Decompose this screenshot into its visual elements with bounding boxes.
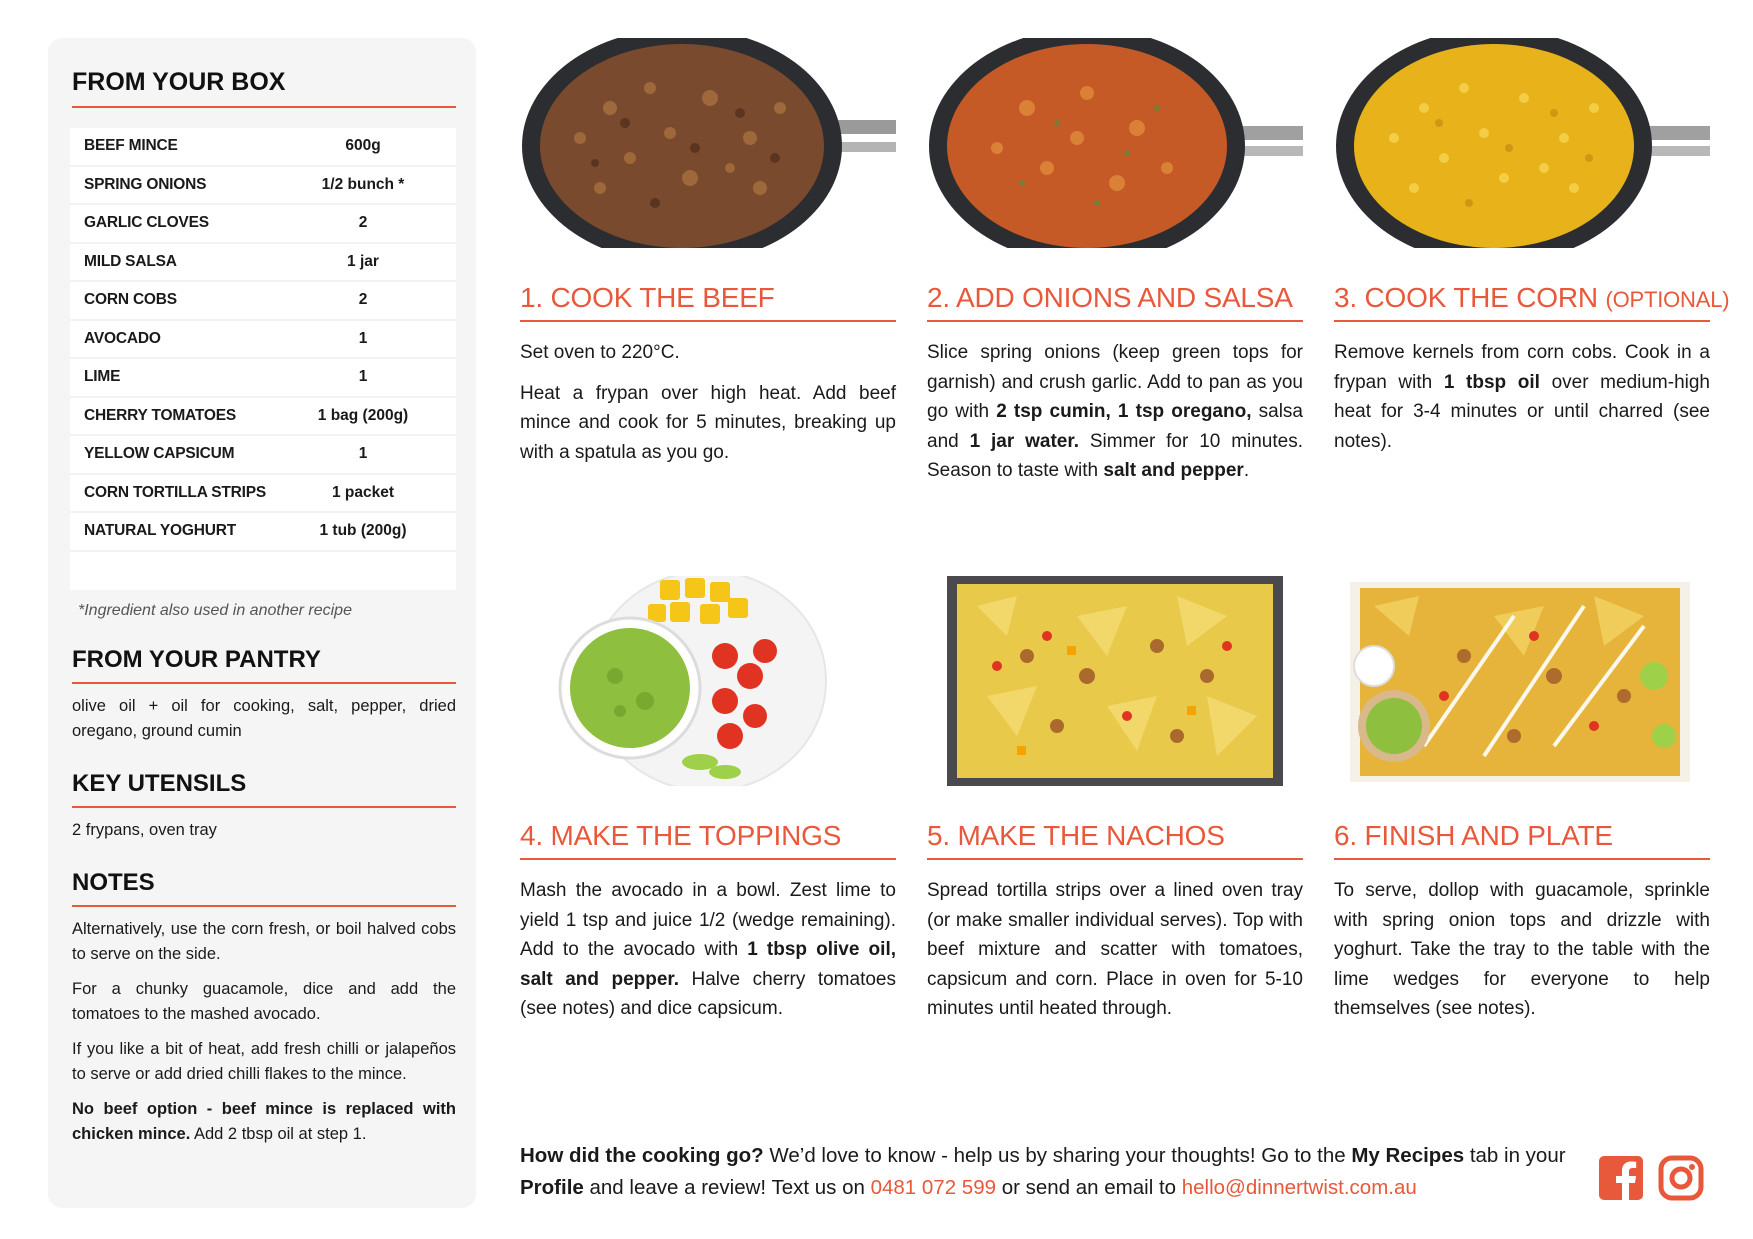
- ingredients-table: [70, 128, 456, 590]
- step-5-text: [927, 876, 1303, 1024]
- pantry-heading: FROM YOUR PANTRY: [72, 646, 456, 684]
- profile-link[interactable]: Profile: [520, 1176, 584, 1199]
- step-1-text: [520, 338, 896, 467]
- no-beef-option: No beef option - beef mince is replaced with chicken mince.: [72, 1099, 456, 1143]
- ingredient-qty: 1: [358, 329, 368, 347]
- step-1-para: Set oven to 220°C.: [520, 342, 680, 363]
- step-4-title: 4. MAKE THE TOPPINGS: [520, 820, 896, 860]
- ingredient-row: [70, 167, 456, 206]
- note-item: Alternatively, use the corn fresh, or boil halved cobs to serve on the side.: [72, 919, 456, 963]
- step-4: [520, 576, 896, 1024]
- step-4-photo: [520, 576, 896, 786]
- step-5-title: 5. MAKE THE NACHOS: [927, 820, 1303, 860]
- ingredient-qty: 600g: [345, 137, 381, 155]
- step-6: [1334, 576, 1710, 1024]
- ingredient-name: BEEF MINCE: [84, 137, 178, 155]
- step-3-text: [1334, 338, 1710, 456]
- optional-label: (OPTIONAL): [1605, 287, 1730, 312]
- step-4-text: [520, 876, 896, 1024]
- pantry-text: olive oil + oil for cooking, salt, pepper, dried oregano, ground cumin: [72, 696, 456, 740]
- ingredient-qty: 1 bag (200g): [317, 406, 409, 424]
- ingredient-name: CORN TORTILLA STRIPS: [84, 483, 267, 501]
- ingredient-name: LIME: [84, 368, 121, 386]
- ingredient-qty: 1 jar: [347, 252, 379, 270]
- ingredient-row: [70, 359, 456, 398]
- ingredient-row: [70, 205, 456, 244]
- step-6-text: [1334, 876, 1710, 1024]
- social-links: [1598, 1155, 1704, 1201]
- ingredient-qty: 2: [358, 291, 368, 309]
- step-5-photo: [927, 576, 1303, 786]
- step-1-para: Heat a frypan over high heat. Add beef mince and cook for 5 minutes, breaking up with a spatula as you go.: [520, 382, 896, 463]
- utensils-text: 2 frypans, oven tray: [72, 820, 217, 839]
- ingredient-name: AVOCADO: [84, 329, 161, 347]
- ingredient-row: [70, 128, 456, 167]
- note-item: If you like a bit of heat, add fresh chilli or jalapeños to serve or add dried chilli flakes to the mince.: [72, 1039, 456, 1083]
- table-spacer: [70, 552, 456, 590]
- ingredient-row: [70, 321, 456, 360]
- ingredient-qty: 1: [358, 445, 368, 463]
- ingredient-qty: 1 packet: [331, 483, 395, 501]
- pantry-section: [70, 646, 454, 744]
- step-1-title: 1. COOK THE BEEF: [520, 282, 896, 322]
- ingredient-name: GARLIC CLOVES: [84, 214, 209, 232]
- step-2-para: Slice spring onions (keep green tops for garnish) and crush garlic. Add to pan as you go with 2 tsp cumin, 1 tsp oregano, salsa and 1 jar water. Simmer for 10 minutes. Season to taste with salt and pepper.: [927, 342, 1304, 481]
- step-3-photo: [1334, 38, 1710, 248]
- step-3-title: 3. COOK THE CORN (OPTIONAL): [1334, 282, 1710, 322]
- step-2-photo: [927, 38, 1303, 248]
- ingredient-footnote: *Ingredient also used in another recipe: [78, 601, 352, 619]
- notes-section: [70, 869, 454, 1147]
- instagram-icon[interactable]: [1658, 1155, 1704, 1201]
- ingredient-row: [70, 513, 456, 552]
- ingredient-qty: 1 tub (200g): [319, 522, 407, 540]
- my-recipes-link[interactable]: My Recipes: [1351, 1144, 1465, 1167]
- ingredient-name: MILD SALSA: [84, 252, 177, 270]
- step-2-title: 2. ADD ONIONS AND SALSA: [927, 282, 1303, 322]
- step-3: [1334, 38, 1730, 456]
- step-2: [927, 38, 1303, 486]
- ingredient-name: YELLOW CAPSICUM: [84, 445, 235, 463]
- step-3-para: Remove kernels from corn cobs. Cook in a frypan with 1 tbsp oil over medium-high heat for 3-4 minutes or until charred (see notes).: [1334, 342, 1710, 452]
- phone-link[interactable]: 0481 072 599: [870, 1176, 996, 1199]
- utensils-heading: KEY UTENSILS: [72, 770, 456, 808]
- ingredient-qty: 1: [358, 368, 368, 386]
- ingredient-name: SPRING ONIONS: [84, 175, 207, 193]
- notes-heading: NOTES: [72, 869, 456, 907]
- ingredient-qty: 1/2 bunch *: [321, 175, 405, 193]
- ingredient-row: [70, 398, 456, 437]
- feedback-question: How did the cooking go?: [520, 1144, 764, 1167]
- ingredient-name: CHERRY TOMATOES: [84, 406, 237, 424]
- no-beef-extra: Add 2 tbsp oil at step 1.: [190, 1124, 367, 1143]
- facebook-icon[interactable]: [1598, 1155, 1644, 1201]
- note-item: [72, 1097, 456, 1147]
- step-5: [927, 576, 1303, 1024]
- ingredient-qty: 2: [358, 214, 368, 232]
- email-link[interactable]: hello@dinnertwist.com.au: [1181, 1176, 1417, 1199]
- ingredients-sidebar: [48, 38, 476, 1208]
- feedback-footer: How did the cooking go? We’d love to know - help us by sharing your thoughts! Go to the My Recipes tab in your Profile and leave a review! Text us on 0481 072 599 or send an email to hello@dinnertwist.com.au: [520, 1144, 1566, 1199]
- step-1: [520, 38, 896, 467]
- utensils-section: [70, 770, 454, 843]
- ingredient-name: CORN COBS: [84, 291, 177, 309]
- step-5-para: Spread tortilla strips over a lined oven tray (or make smaller individual serves). Top with beef mixture and scatter with tomatoes, capsicum and corn. Place in oven for 5-10 minutes until heated through.: [927, 880, 1303, 1019]
- step-4-para: Mash the avocado in a bowl. Zest lime to yield 1 tsp and juice 1/2 (wedge remaining). Add to the avocado with 1 tbsp olive oil, salt and pepper. Halve cherry tomatoes (see notes) and dice capsicum.: [520, 880, 896, 1019]
- step-6-photo: [1334, 576, 1710, 786]
- ingredient-row: [70, 282, 456, 321]
- ingredient-row: [70, 436, 456, 475]
- ingredient-row: [70, 244, 456, 283]
- box-heading: FROM YOUR BOX: [72, 68, 456, 108]
- step-2-text: [927, 338, 1303, 486]
- ingredient-name: NATURAL YOGHURT: [84, 522, 237, 540]
- step-6-para: To serve, dollop with guacamole, sprinkle with spring onion tops and drizzle with yoghurt. Take the tray to the table with the lime wedges for everyone to help themselves (see notes).: [1334, 880, 1710, 1019]
- ingredient-row: [70, 475, 456, 514]
- note-item: For a chunky guacamole, dice and add the tomatoes to the mashed avocado.: [72, 979, 456, 1023]
- step-6-title: 6. FINISH AND PLATE: [1334, 820, 1710, 860]
- step-1-photo: [520, 38, 896, 248]
